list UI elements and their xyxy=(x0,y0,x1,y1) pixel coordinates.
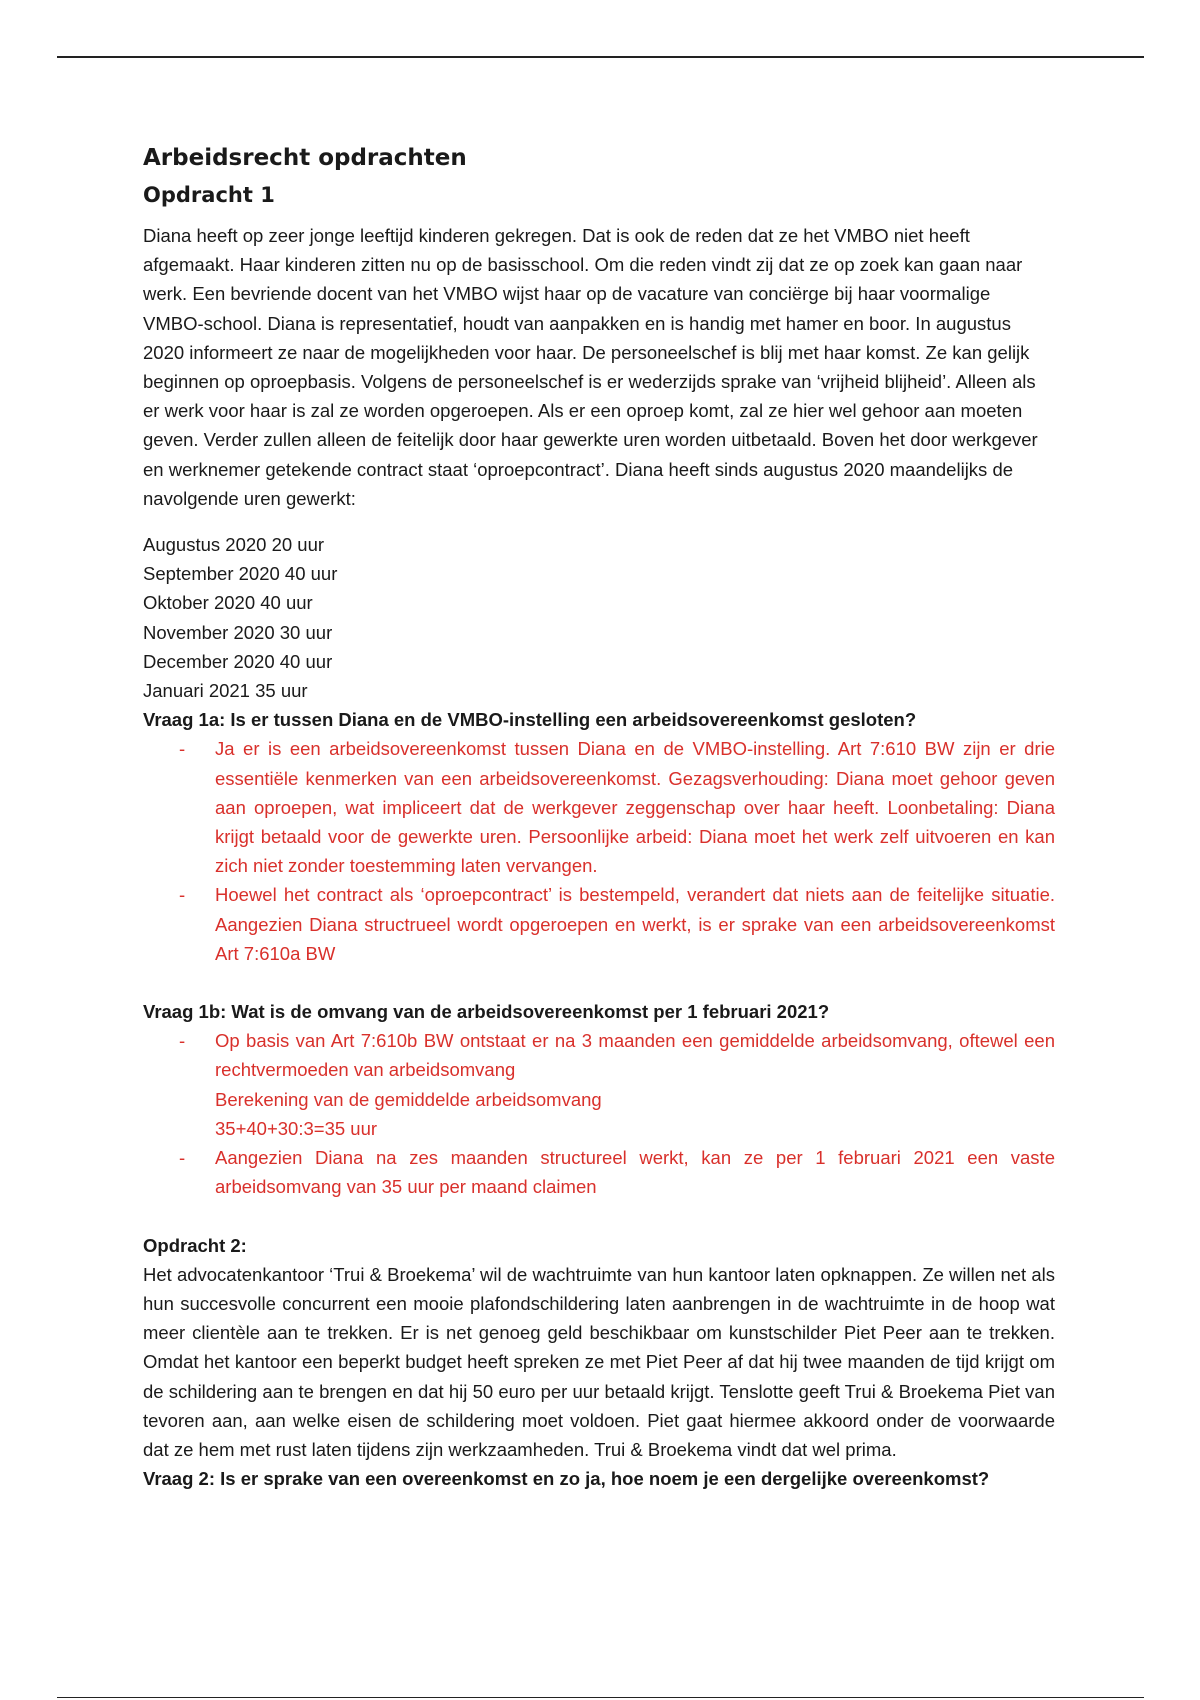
opdracht-2-text: Het advocatenkantoor ‘Trui & Broekema’ wil de wachtruimte van hun kantoor laten opknappen. Ze willen net als hun succesvolle concurrent een mooie plafondschildering laten aanbrengen in de wachtruimte in de hoop wat meer clientèle aan te trekken. Er is net genoeg geld beschikbaar om kunstschilder Piet Peer aan te trekken. Omdat het kantoor een beperkt budget heeft spreken ze met Piet Peer af dat hij twee maanden de tijd krijgt om de schildering aan te brengen en dat hij 50 euro per uur betaald krijgt. Tenslotte geeft Trui & Broekema Piet van tevoren aan, aan welke eisen de schildering moet voldoen. Piet gaat hiermee akkoord onder de voorwaarde dat ze hem met rust laten tijdens zijn werkzaamheden. Trui & Broekema vindt dat wel prima. xyxy=(143,1263,1055,1460)
opdracht-2-heading: Opdracht 2: xyxy=(143,1234,247,1256)
antwoord-1a-list xyxy=(143,734,1055,968)
hours-month-5: December 2020 40 uur xyxy=(143,650,333,672)
antwoord-1b-list xyxy=(143,1026,1055,1201)
antwoord-1b-text: - Op basis van Art 7:610b BW ontstaat er na 3 maanden een gemiddelde arbeidsomvang, oftewel een rechtvermoeden van arbeidsomvang xyxy=(215,1030,1055,1081)
vraag-2: Vraag 2: Is er sprake van een overeenkomst en zo ja, hoe noem je een dergelijke overeenkomst? xyxy=(143,1468,990,1490)
antwoord-1b-subline: Berekening van de gemiddelde arbeidsomvang xyxy=(215,1088,602,1110)
antwoord-1a-item: - Hoewel het contract als ‘oproepcontract’ is bestempeld, verandert dat niets aan de feitelijke situatie. Aangezien Diana structrueel wordt opgeroepen en werkt, is er sprake van een arbeidsovereenkomst Art 7:610a BW xyxy=(215,880,1055,968)
hours-month-6: Januari 2021 35 uur xyxy=(143,680,308,702)
antwoord-1b-item: - Aangezien Diana na zes maanden structureel werkt, kan ze per 1 februari 2021 een vaste arbeidsomvang van 35 uur per maand claimen xyxy=(215,1143,1055,1201)
footer-rule xyxy=(57,1697,1144,1698)
antwoord-1a-item: - Ja er is een arbeidsovereenkomst tussen Diana en de VMBO-instelling. Art 7:610 BW zijn er drie essentiële kenmerken van een arbeidsovereenkomst. Gezagsverhouding: Diana moet gehoor geven aan oproepen, wat impliceert dat de werkgever zeggenschap over haar heeft. Loonbetaling: Diana krijgt betaald voor de gewerkte uren. Persoonlijke arbeid: Diana moet het werk zelf uitvoeren en kan zich niet zonder toestemming laten vervangen. xyxy=(215,734,1055,880)
vraag-1a: Vraag 1a: Is er tussen Diana en de VMBO-instelling een arbeidsovereenkomst gesloten? xyxy=(143,709,917,731)
antwoord-1b-calculation: 35+40+30:3=35 uur xyxy=(215,1117,378,1139)
document-body xyxy=(143,138,1055,1493)
vraag-1b: Vraag 1b: Wat is de omvang van de arbeidsovereenkomst per 1 februari 2021? xyxy=(143,1001,830,1023)
opdracht-1-intro: Diana heeft op zeer jonge leeftijd kinderen gekregen. Dat is ook de reden dat ze het VMBO niet heeft afgemaakt. Haar kinderen zitten nu op de basisschool. Om die reden vindt zij dat ze op zoek kan gaan naar werk. Een bevriende docent van het VMBO wijst haar op de vacature van conciërge bij haar voormalige VMBO-school. Diana is representatief, houdt van aanpakken en is handig met hamer en boor. In augustus 2020 informeert ze naar de mogelijkheden voor haar. De personeelschef is blij met haar komst. Ze kan gelijk beginnen op oproepbasis. Volgens de personeelschef is er wederzijds sprake van ‘vrijheid blijheid’. Alleen als er werk voor haar is zal ze worden opgeroepen. Als er een oproep komt, zal ze hier wel gehoor aan moeten geven. Verder zullen alleen de feitelijk door haar gewerkte uren worden uitbetaald. Boven het door werkgever en werknemer getekende contract staat ‘oproepcontract’. Diana heeft sinds augustus 2020 maandelijks de navolgende uren gewerkt: xyxy=(143,225,1038,509)
antwoord-1b-item xyxy=(215,1026,1055,1143)
hours-list xyxy=(143,530,1055,705)
hours-month-2: September 2020 40 uur xyxy=(143,563,338,585)
document-title: Arbeidsrecht opdrachten xyxy=(143,145,467,171)
hours-month-1: Augustus 2020 20 uur xyxy=(143,534,325,556)
header-rule xyxy=(57,56,1144,58)
hours-month-4: November 2020 30 uur xyxy=(143,621,333,643)
opdracht-1-heading: Opdracht 1 xyxy=(143,183,275,207)
hours-month-3: Oktober 2020 40 uur xyxy=(143,592,313,614)
